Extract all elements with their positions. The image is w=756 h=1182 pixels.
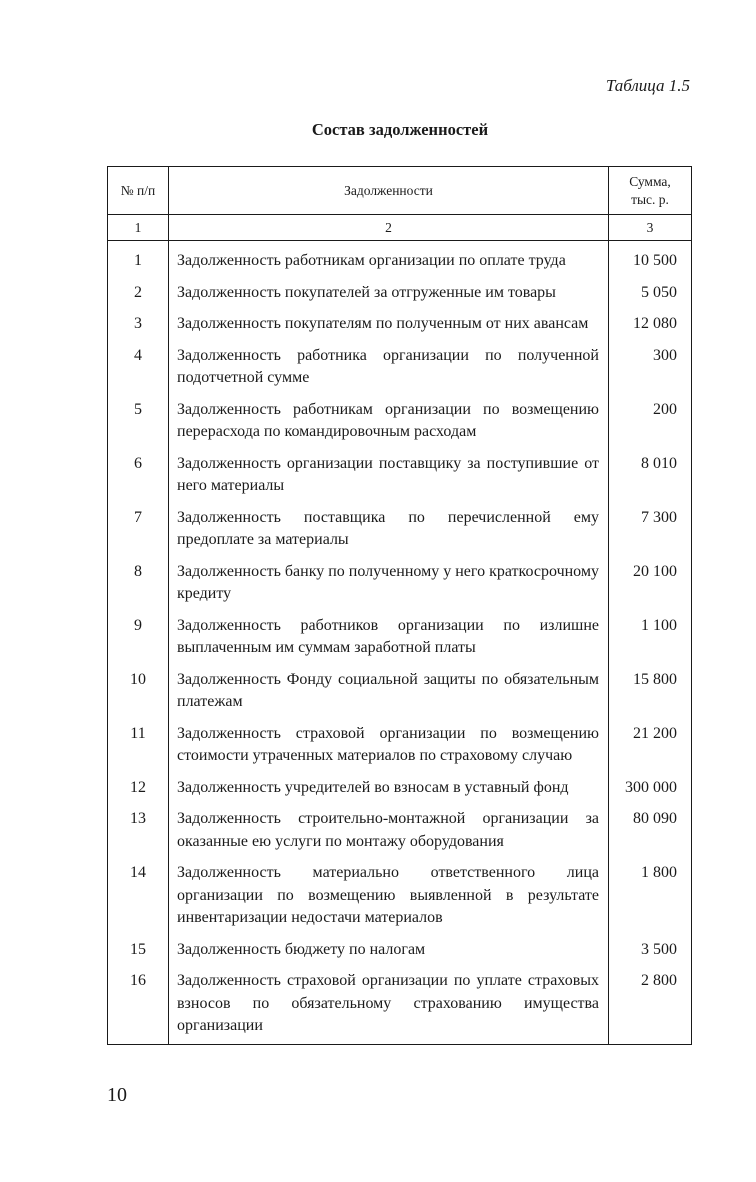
- row-sum: 300 000: [609, 773, 692, 805]
- row-sum: 21 200: [609, 719, 692, 773]
- table-caption: Таблица 1.5: [605, 76, 690, 95]
- table-row: [108, 241, 692, 278]
- row-number: 10: [108, 665, 169, 719]
- table-row: [108, 858, 692, 935]
- table-row: [108, 935, 692, 967]
- row-description: Задолженность покупателей за отгруженные им товары: [169, 278, 609, 310]
- row-description: Задолженность банку по полученному у него краткосрочному кредиту: [169, 557, 609, 611]
- table-row: [108, 665, 692, 719]
- debts-table-container: [107, 166, 691, 1045]
- row-sum: 1 800: [609, 858, 692, 935]
- row-description: Задолженность страховой организации по возмещению стоимости утраченных материалов по страховому случаю: [169, 719, 609, 773]
- row-description: Задолженность работника организации по полученной подотчетной сумме: [169, 341, 609, 395]
- row-description: Задолженность работников организации по излишне выплаченным им суммам заработной платы: [169, 611, 609, 665]
- header-sum-line2: тыс. р.: [631, 191, 669, 207]
- row-description: Задолженность работникам организации по возмещению перерасхода по командировочным расходам: [169, 395, 609, 449]
- table-row: [108, 341, 692, 395]
- table-row: [108, 395, 692, 449]
- table-row: [108, 278, 692, 310]
- row-sum: 20 100: [609, 557, 692, 611]
- table-row: [108, 557, 692, 611]
- debts-table: [107, 166, 692, 1045]
- page-number: 10: [107, 1084, 127, 1106]
- row-number: 2: [108, 278, 169, 310]
- row-description: Задолженность Фонду социальной защиты по обязательным платежам: [169, 665, 609, 719]
- header-sum: [609, 167, 692, 215]
- row-description: Задолженность поставщика по перечисленной ему предоплате за материалы: [169, 503, 609, 557]
- header-num: № п/п: [108, 167, 169, 215]
- row-description: Задолженность строительно-монтажной организации за оказанные ею услуги по монтажу оборудования: [169, 804, 609, 858]
- table-row: [108, 611, 692, 665]
- row-number: 5: [108, 395, 169, 449]
- header-sum-line1: Сумма,: [629, 173, 671, 189]
- row-number: 6: [108, 449, 169, 503]
- row-sum: 8 010: [609, 449, 692, 503]
- row-description: Задолженность работникам организации по оплате труда: [169, 241, 609, 278]
- row-number: 11: [108, 719, 169, 773]
- row-sum: 5 050: [609, 278, 692, 310]
- row-number: 15: [108, 935, 169, 967]
- row-sum: 1 100: [609, 611, 692, 665]
- table-title: Состав задолженностей: [311, 120, 489, 139]
- row-sum: 3 500: [609, 935, 692, 967]
- table-row: [108, 309, 692, 341]
- table-body: [108, 215, 692, 1045]
- header-row: [108, 167, 692, 215]
- row-sum: 10 500: [609, 241, 692, 278]
- row-sum: 2 800: [609, 966, 692, 1044]
- column-number: 3: [609, 215, 692, 241]
- row-number: 7: [108, 503, 169, 557]
- table-row: [108, 966, 692, 1044]
- table-row: [108, 449, 692, 503]
- table-row: [108, 773, 692, 805]
- row-number: 16: [108, 966, 169, 1044]
- row-sum: 12 080: [609, 309, 692, 341]
- row-number: 1: [108, 241, 169, 278]
- row-description: Задолженность учредителей во взносам в уставный фонд: [169, 773, 609, 805]
- row-number: 12: [108, 773, 169, 805]
- column-number: 1: [108, 215, 169, 241]
- row-number: 13: [108, 804, 169, 858]
- row-description: Задолженность материально ответственного лица организации по возмещению выявленной в результате инвентаризации недостачи материалов: [169, 858, 609, 935]
- row-description: Задолженность организации поставщику за поступившие от него материалы: [169, 449, 609, 503]
- row-number: 4: [108, 341, 169, 395]
- row-description: Задолженность бюджету по налогам: [169, 935, 609, 967]
- row-description: Задолженность покупателям по полученным от них авансам: [169, 309, 609, 341]
- row-description: Задолженность страховой организации по уплате страховых взносов по обязательному страхованию имущества организации: [169, 966, 609, 1044]
- row-number: 8: [108, 557, 169, 611]
- table-row: [108, 804, 692, 858]
- column-number-row: [108, 215, 692, 241]
- table-row: [108, 503, 692, 557]
- row-number: 14: [108, 858, 169, 935]
- header-desc: Задолженности: [169, 167, 609, 215]
- row-number: 3: [108, 309, 169, 341]
- row-sum: 15 800: [609, 665, 692, 719]
- table-row: [108, 719, 692, 773]
- row-sum: 80 090: [609, 804, 692, 858]
- row-sum: 300: [609, 341, 692, 395]
- column-number: 2: [169, 215, 609, 241]
- row-sum: 7 300: [609, 503, 692, 557]
- row-sum: 200: [609, 395, 692, 449]
- row-number: 9: [108, 611, 169, 665]
